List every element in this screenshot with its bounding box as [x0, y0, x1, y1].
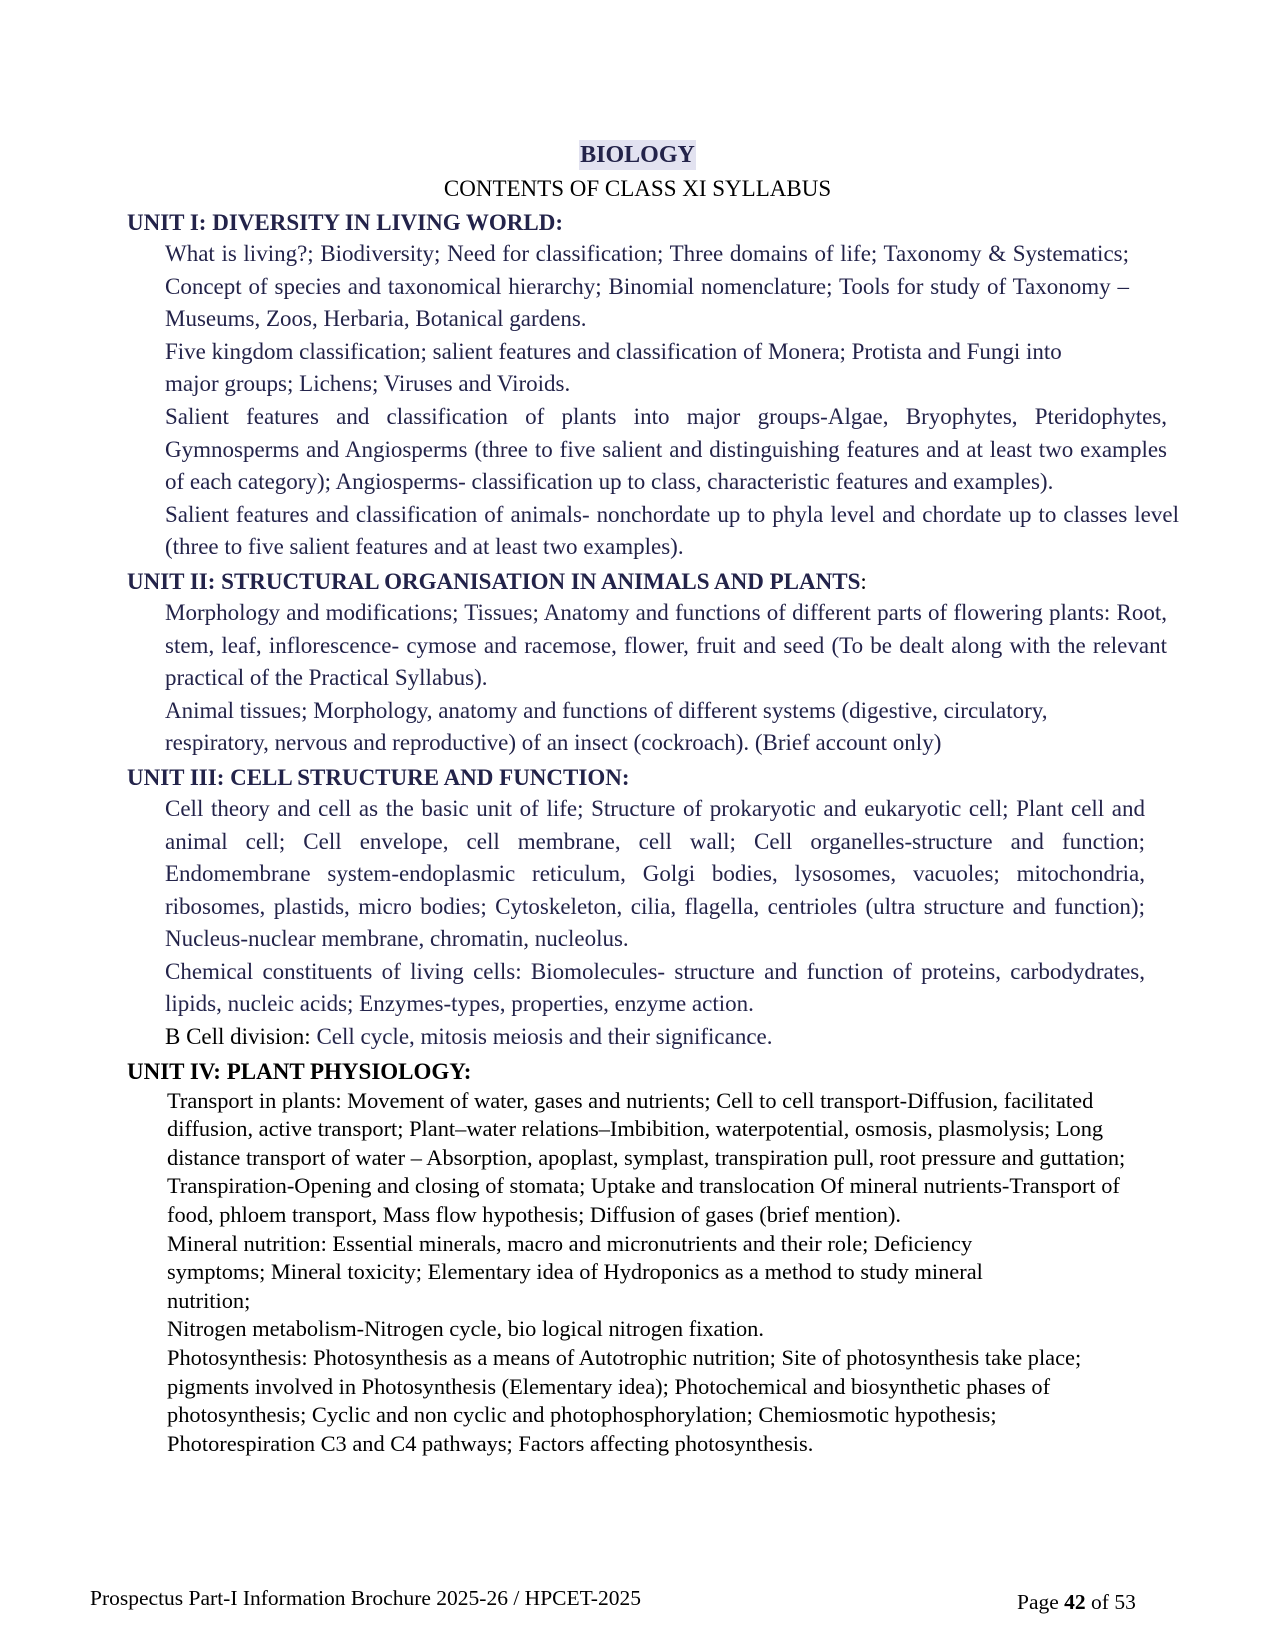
- unit-heading-row: [127, 566, 1275, 597]
- unit-paragraph: Salient features and classification of plants into major groups-Algae, Bryophytes, Pteridophytes, Gymnosperms and Angiosperms (three to five salient and distinguishing features and at least two examples of each category); Angiosperms- classification up to class, characteristic features and examples).: [165, 403, 1167, 495]
- unit-paragraph: Nitrogen metabolism-Nitrogen cycle, bio logical nitrogen fixation.: [167, 1316, 764, 1342]
- cell-division-line: [165, 1021, 1179, 1054]
- unit-paragraph: Transport in plants: Movement of water, gases and nutrients; Cell to cell transport-Diffusion, facilitated diffusion, active transport; Plant–water relations–Imbibition, waterpotential, osmosis, plasmolysis; Long distance transport of water – Absorption, apoplast, symplast, transpiration pull, root pressure and guttation; Transpiration-Opening and closing of stomata; Uptake and translocation Of mineral nutrients-Transport of food, phloem transport, Mass flow hypothesis; Diffusion of gases (brief mention).: [167, 1087, 1126, 1228]
- page-total: 53: [1114, 1590, 1136, 1614]
- unit-paragraph: What is living?; Biodiversity; Need for classification; Three domains of life; Taxonomy & Systematics; Concept of species and taxonomical hierarchy; Binomial nomenclature; Tools for study of Taxonomy – Museums, Zoos, Herbaria, Botanical gardens.: [165, 241, 1129, 332]
- page-prefix: Page: [1017, 1590, 1065, 1614]
- unit-heading: UNIT IV: PLANT PHYSIOLOGY:: [127, 1058, 472, 1084]
- unit-4: [0, 1056, 1275, 1459]
- unit-paragraph: Animal tissues; Morphology, anatomy and functions of different systems (digestive, circulatory, respiratory, nervous and reproductive) of an insect (cockroach). (Brief account only): [165, 697, 1048, 756]
- title-row: [0, 140, 1275, 170]
- unit-paragraph: Photosynthesis: Photosynthesis as a means of Autotrophic nutrition; Site of photosynthesis take place; pigments involved in Photosynthesis (Elementary idea); Photochemical and biosynthetic phases of photosynthesis; Cyclic and non cyclic and photophosphorylation; Chemiosmotic hypothesis; Photorespiration C3 and C4 pathways; Factors affecting photosynthesis.: [167, 1345, 1082, 1456]
- unit-2: [0, 566, 1275, 760]
- page-number: [1017, 1590, 1136, 1615]
- unit-paragraph: Five kingdom classification; salient features and classification of Monera; Protista and Fungi into major groups; Lichens; Viruses and Viroids.: [165, 338, 1062, 397]
- syllabus-content: [0, 205, 1275, 1458]
- cell-division-text: Cell cycle, mitosis meiosis and their significance.: [316, 1024, 773, 1050]
- unit-1: [0, 207, 1275, 564]
- unit-paragraph: Salient features and classification of animals- nonchordate up to phyla level and chordate up to classes level (three to five salient features and at least two examples).: [165, 501, 1179, 560]
- unit-paragraph: Morphology and modifications; Tissues; Anatomy and functions of different parts of flowering plants: Root, stem, leaf, inflorescence- cymose and racemose, flower, fruit and seed (To be dealt along with the relevant practical of the Practical Syllabus).: [165, 599, 1167, 691]
- footer-title: Prospectus Part-I Information Brochure 2025-26 / HPCET-2025: [90, 1586, 641, 1610]
- unit-heading: UNIT I: DIVERSITY IN LIVING WORLD:: [127, 210, 564, 235]
- page-of: of: [1085, 1590, 1115, 1614]
- heading-colon: :: [860, 568, 867, 594]
- unit-3: [0, 762, 1275, 1054]
- page-current: 42: [1064, 1590, 1086, 1614]
- cell-division-label: B Cell division:: [165, 1024, 317, 1050]
- page-subtitle: CONTENTS OF CLASS XI SYLLABUS: [443, 176, 832, 201]
- unit-paragraph: Cell theory and cell as the basic unit of life; Structure of prokaryotic and eukaryotic cell; Plant cell and animal cell; Cell envelope, cell membrane, cell wall; Cell organelles-structure and function; Endomembrane system-endoplasmic reticulum, Golgi bodies, lysosomes, vacuoles; mitochondria, ribosomes, plastids, micro bodies; Cytoskeleton, cilia, flagella, centrioles (ultra structure and function); Nucleus-nuclear membrane, chromatin, nucleolus.: [165, 795, 1145, 952]
- page-title: BIOLOGY: [580, 142, 695, 168]
- unit-heading: UNIT III: CELL STRUCTURE AND FUNCTION:: [127, 764, 630, 790]
- unit-paragraph: Mineral nutrition: Essential minerals, macro and micronutrients and their role; Deficiency symptoms; Mineral toxicity; Elementary idea of Hydroponics as a method to study mineral nutrition;: [167, 1230, 983, 1313]
- unit-paragraph: Chemical constituents of living cells: Biomolecules- structure and function of proteins, carbodydrates, lipids, nucleic acids; Enzymes-types, properties, enzyme action.: [165, 958, 1145, 1017]
- unit-heading: UNIT II: STRUCTURAL ORGANISATION IN ANIMALS AND PLANTS: [127, 568, 861, 594]
